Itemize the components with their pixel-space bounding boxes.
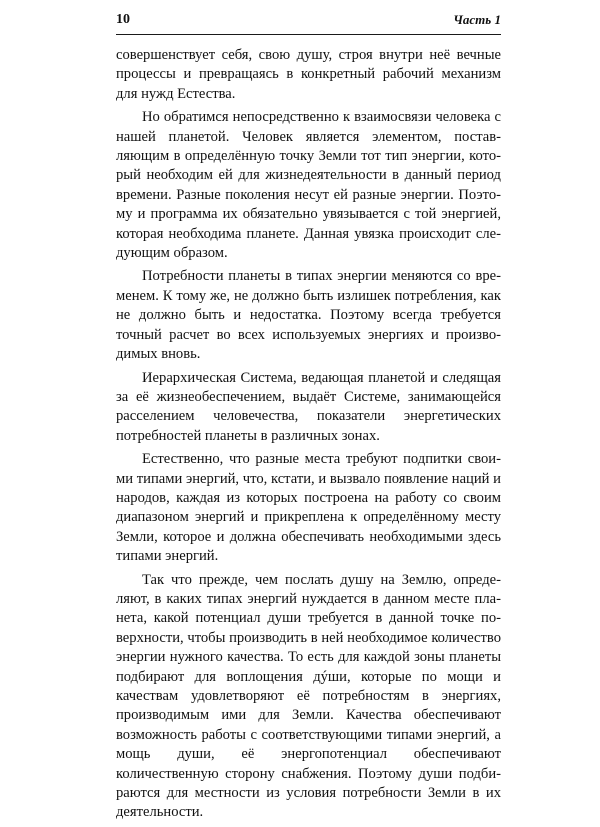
body-text (116, 46, 501, 827)
paragraph: Потребности планеты в типах энергии меняются со временем. К тому же, не должно быть излишек потребления, как не должно быть и недостатка. Поэтому всегда требуется точный расчет во всех используемых энергиях и производимых вновь. (116, 268, 501, 363)
page-header (116, 12, 501, 35)
running-head: Часть 1 (453, 12, 501, 27)
paragraph: Иерархическая Система, ведающая планетой и следящая за её жизнеобеспечением, выдаёт Системе, занимающейся расселением человечества, показатели энергетических потребностей планеты в различных зонах. (116, 369, 501, 444)
paragraph: Естественно, что разные места требуют подпитки своими типами энергий, что, кстати, и вызвало появление наций и народов, каждая из которых построена на работу со своим диапазоном энергий и прикреплена к определённому месту Земли, которое и должна обеспечивать необходимыми здесь типами энергий. (116, 451, 501, 565)
paragraph: Но обратимся непосредственно к взаимосвязи человека с нашей планетой. Человек является элементом, поставляющим в определённую точку Земли тот тип энергии, который необходим ей для жизнедеятельности в данный период времени. Разные поколения несут ей разные энергии. Поэтому и программа их обязательно увязывается с той энергией, которая необходима планете. Данная увязка происходит следующим образом. (116, 109, 501, 262)
paragraph-continued: совершенствует себя, свою душу, строя внутри неё вечные процессы и превращаясь в конкретный рабочий механизм для нужд Естества. (116, 47, 501, 102)
page-number: 10 (116, 12, 130, 27)
paragraph: Так что прежде, чем послать душу на Землю, определяют, в каких типах энергий нуждается в данном месте планета, какой потенциал души требуется в данной точке поверхности, чтобы производить в ней необходимое количество энергии нужного качества. То есть для каждой зоны планеты подбирают для воплощения дýши, которые по мощи и качествам удовлетворяют её потребностям в энергиях, производимым ими для Земли. Качества обеспечивают возможность работы с соответствующими типами энергий, а мощь души, её энергопотенциал обеспечивают количественную сторону снабжения. Поэтому души подбираются для местности из условия потребности Земли в их деятельности. (116, 571, 501, 821)
